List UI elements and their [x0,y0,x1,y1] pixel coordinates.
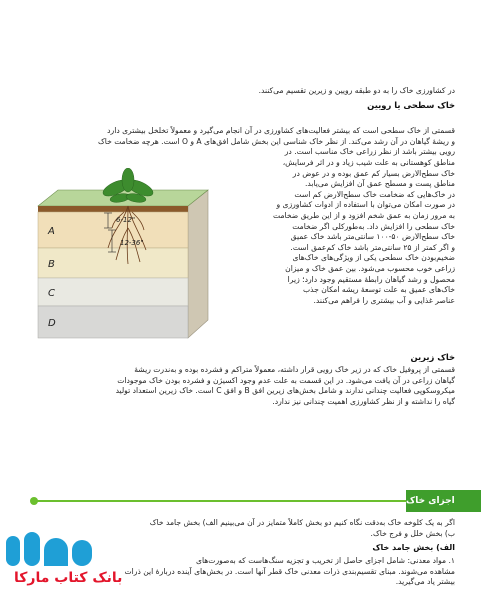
soil-profile-diagram [28,168,218,348]
topsoil-paragraph: قسمتی از خاک سطحی است که بیشتر فعالیت‌های کشاورزی در آن انجام می‌گیرد و معمولاً تخلخل بیشتری دارد و ریشهٔ گیاهان در آن رشد می‌کند. از نظر خاک شناسی این بخش شامل افق‌های A و O است. هرچه ضخامت خاک رویی بیشتر باشد از نظر زراعی خاک مناسب است. در [97,126,455,157]
topsoil-heading: خاک سطحی یا رویین [367,100,455,110]
horizon-label-a: A [48,226,55,237]
subsoil-paragraph: قسمتی از پروفیل خاک که در زیر خاک رویی قرار داشته، معمولاً متراکم و فشرده بوده و به‌ندرت ریشهٔ گیاهان زراعی در آن یافت می‌شود. در این قسمت به علت عدم وجود اکسیژن و فشرده بودن خاک موجودات میکروسکوپی فعالیت چندانی ندارند و شامل بخش‌های زیرین افق B و افق C است. خاک زیرین استعداد تولید گیاه را نداشته و از نظر کشاورزی اهمیت چندانی نیز ندارد. [115,365,455,406]
solid-part-heading: الف) بخش جامد خاک [372,543,455,552]
watermark-text: بانک کتاب مارکا [14,570,123,586]
depth-label-1: 6-12" [116,216,136,224]
components-paragraph: اگر به یک کلوخه خاک به‌دقت نگاه کنیم دو بخش کاملاً متمایز در آن می‌بینیم الف) بخش جامد خاک ب) بخش خلل و فرج خاک. [149,518,455,538]
section-rule-dot [30,497,38,505]
section-rule [34,500,406,502]
mineral-matter-paragraph: ۱. مواد معدنی: شامل اجزای حاصل از تخریب و تجزیه سنگ‌هاست که به‌صورت‌های مشاهده می‌شوند. مبنای تقسیم‌بندی ذرات معدنی خاک قطر آنها است. در بخش‌های آینده دربارهٔ این ذرات بیشتر یاد می‌گیرید. [124,556,455,587]
horizon-c [38,278,188,306]
horizon-label-c: C [48,288,55,299]
horizon-label-b: B [48,259,55,270]
section-title: اجزای خاک [406,490,481,512]
horizon-d [38,306,188,338]
topsoil-side-paragraph: مناطق کوهستانی به علت شیب زیاد و در اثر فرسایش، خاک سطح‌الارض بسیار کم عمق بوده و در عوض در مناطق پست و مسطح عمق آن افزایش می‌یابد. در خاک‌هایی که ضخامت خاک سطح‌الارض کم است در صورت امکان می‌توان با استفاده از ادوات کشاورزی و به مرور زمان به عمق شخم افزود و از این طریق ضخامت خاک سطحی را افزایش داد. به‌طورکلی اگر ضخامت خاک سطح‌الارض ۵۰-۱۰۰ سانتی‌متر باشد خاک عمیق و اگر کمتر از ۲۵ سانتی‌متر باشد خاک کم‌عمق است. ضخیم‌بودن خاک سطحی یکی از ویژگی‌های خاک‌های زراعی خوب محسوب می‌شود. بین عمق خاک و میزان محصول و رشد گیاهان رابطهٔ مستقیم وجود دارد؛ زیرا خاک‌های عمیق به علت توسعهٔ ریشه امکان جذب عناصر غذایی و آب بیشتری را فراهم می‌کنند. [272,158,455,305]
horizon-b [38,248,188,278]
horizon-label-d: D [48,318,56,329]
depth-label-2: 12-36" [120,239,144,247]
subsoil-heading: خاک زیرین [410,352,455,362]
section-header [0,490,481,512]
marka-logo-icon [4,530,96,570]
intro-text: در کشاورزی خاک را به دو طبقه رویین و زیرین تقسیم می‌کنند. [258,86,455,95]
